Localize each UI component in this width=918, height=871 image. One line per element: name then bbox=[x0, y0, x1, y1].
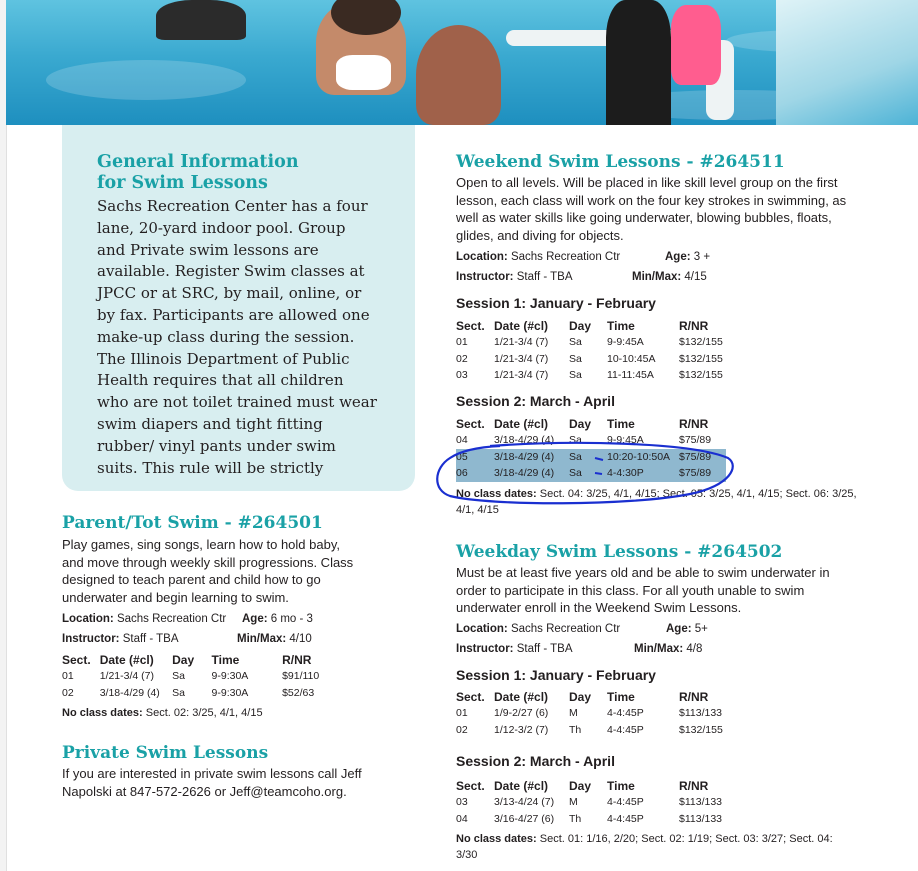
table-row bbox=[456, 811, 726, 828]
table-cell: 03 bbox=[456, 796, 468, 809]
table-cell: $91/110 bbox=[282, 670, 320, 683]
table-cell: 03 bbox=[456, 369, 468, 382]
table-cell: Th bbox=[569, 723, 582, 736]
table-cell: 3/18-4/29 (4) bbox=[494, 465, 569, 482]
table-header-cell: R/NR bbox=[679, 318, 709, 333]
table-header-row bbox=[62, 651, 322, 668]
table-cell: 01 bbox=[456, 336, 468, 349]
table-header-cell: Date (#cl) bbox=[99, 652, 154, 667]
table-header-cell: Time bbox=[607, 416, 635, 431]
table-cell: $113/133 bbox=[679, 796, 723, 809]
private-swim-description: If you are interested in private swim lessons call Jeff Napolski at 847-572-2626 or Jeff@teamcoho.org. bbox=[62, 766, 362, 799]
table-cell: 10:20-10:50A bbox=[607, 449, 679, 466]
table-header-cell: Day bbox=[569, 318, 592, 333]
table-cell: 11-11:45A bbox=[607, 369, 654, 382]
table-header-cell: Day bbox=[569, 778, 592, 793]
table-cell: Sa bbox=[569, 352, 582, 365]
table-cell: 1/12-3/2 (7) bbox=[494, 723, 549, 736]
table-cell: 01 bbox=[62, 670, 74, 683]
table-cell: 9-9:45A bbox=[607, 336, 644, 349]
table-row bbox=[456, 705, 726, 722]
parent-tot-title: Parent/Tot Swim - #264501 bbox=[62, 513, 323, 533]
table-cell: $113/133 bbox=[679, 707, 723, 720]
weekday-no-class-dates: No class dates: Sect. 01: 1/16, 2/20; Sect. 02: 1/19; Sect. 03: 3/27; Sect. 04: 3/30 bbox=[456, 833, 833, 861]
table-cell: 4-4:45P bbox=[607, 723, 644, 736]
table-row bbox=[456, 794, 726, 811]
weekend-session2-title: Session 2: March - April bbox=[456, 393, 615, 409]
table-header-cell: Sect. bbox=[456, 416, 485, 431]
general-info-body: Sachs Recreation Center has a four lane, 20-yard indoor pool. Group and Private swim lessons are available. Register Swim classes at JPCC or at SRC, by mail, online, or by fax. Participants are allowed one make-up class during the session. The Illinois Department of Public Health requires that all children who are not toilet trained must wear swim diapers and tight fitting rubber/ vinyl pants under swim suits. This rule will be strictly bbox=[97, 197, 377, 477]
table-cell: $132/155 bbox=[679, 369, 723, 382]
table-header-cell: Time bbox=[607, 689, 635, 704]
table-cell: 3/16-4/27 (6) bbox=[494, 812, 555, 825]
table-cell: Sa bbox=[569, 369, 582, 382]
weekend-no-class-dates: No class dates: Sect. 04: 3/25, 4/1, 4/15; Sect. 05: 3/25, 4/1, 4/15; Sect. 06: 3/25, 4/1, 4/15 bbox=[456, 488, 857, 516]
table-cell: 3/13-4/24 (7) bbox=[494, 796, 555, 809]
table-cell: $75/89 bbox=[679, 449, 726, 466]
table-cell: Sa bbox=[569, 434, 582, 447]
table-cell: Th bbox=[569, 812, 582, 825]
weekend-title: Weekend Swim Lessons - #264511 bbox=[456, 152, 785, 172]
table-header-cell: Day bbox=[569, 416, 592, 431]
table-cell: $52/63 bbox=[282, 686, 315, 699]
table-cell: $75/89 bbox=[679, 465, 726, 482]
table-cell: Sa bbox=[569, 336, 582, 349]
table-cell: 4-4:45P bbox=[607, 812, 644, 825]
table-cell: 05 bbox=[456, 449, 494, 466]
weekend-instructor-row: Instructor: Staff - TBA Min/Max: 4/15 bbox=[456, 271, 707, 283]
table-cell: 06 bbox=[456, 465, 494, 482]
table-row bbox=[62, 668, 322, 685]
table-header-cell: Sect. bbox=[456, 778, 485, 793]
table-cell: 1/21-3/4 (7) bbox=[494, 352, 549, 365]
table-cell: 1/21-3/4 (7) bbox=[494, 336, 549, 349]
table-header-row bbox=[456, 688, 726, 705]
table-cell: 9-9:30A bbox=[211, 670, 249, 683]
general-info-title: General Information for Swim Lessons bbox=[97, 152, 299, 193]
table-cell: 1/9-2/27 (6) bbox=[494, 707, 549, 720]
table-cell: 4-4:45P bbox=[607, 707, 644, 720]
table-cell: 02 bbox=[456, 723, 468, 736]
table-header-cell: Date (#cl) bbox=[494, 778, 549, 793]
table-cell: 10-10:45A bbox=[607, 352, 656, 365]
table-cell: Sa bbox=[172, 670, 185, 683]
table-cell: 3/18-4/29 (4) bbox=[494, 434, 555, 447]
parent-tot-schedule-table bbox=[62, 651, 322, 701]
table-header-cell: Date (#cl) bbox=[494, 318, 549, 333]
weekend-session1-table bbox=[456, 317, 726, 384]
table-header-row bbox=[456, 317, 726, 334]
table-cell: 04 bbox=[456, 434, 468, 447]
table-cell: 4-4:45P bbox=[607, 796, 644, 809]
table-cell: M bbox=[569, 796, 578, 809]
table-header-cell: Day bbox=[172, 652, 195, 667]
weekend-description: Open to all levels. Will be placed in like skill level group on the first lesson, each class will work on the four key strokes in swimming, as well as water skills like going underwater, blowing bubbles, floats, glides, and diving for objects. bbox=[456, 175, 847, 243]
table-header-cell: R/NR bbox=[679, 778, 709, 793]
table-cell: 9-9:30A bbox=[211, 686, 249, 699]
weekday-title: Weekday Swim Lessons - #264502 bbox=[456, 542, 783, 562]
weekday-session1-title: Session 1: January - February bbox=[456, 667, 656, 683]
weekend-session1-title: Session 1: January - February bbox=[456, 295, 656, 311]
table-header-cell: R/NR bbox=[679, 416, 709, 431]
table-header-cell: Sect. bbox=[62, 652, 91, 667]
table-header-cell: Date (#cl) bbox=[494, 416, 549, 431]
private-swim-title: Private Swim Lessons bbox=[62, 743, 269, 763]
weekday-location-row: Location: Sachs Recreation Ctr Age: 5+ bbox=[456, 623, 708, 635]
table-header-cell: Day bbox=[569, 689, 592, 704]
page-edge bbox=[0, 0, 7, 871]
weekday-description: Must be at least five years old and be able to swim underwater in order to participate in this class. For all youth unable to swim underwater enroll in the Weekend Swim Lessons. bbox=[456, 565, 830, 615]
table-cell: $113/133 bbox=[679, 812, 723, 825]
table-row bbox=[456, 334, 726, 351]
table-header-cell: Time bbox=[607, 318, 635, 333]
pool-photo bbox=[6, 0, 918, 125]
general-info-box bbox=[62, 125, 415, 491]
table-header-cell: Sect. bbox=[456, 689, 485, 704]
table-cell: 4-4:30P bbox=[607, 465, 679, 482]
table-row bbox=[62, 685, 322, 702]
table-header-cell: R/NR bbox=[282, 652, 312, 667]
table-cell: 04 bbox=[456, 812, 468, 825]
parent-tot-no-class-dates: No class dates: Sect. 02: 3/25, 4/1, 4/15 bbox=[62, 707, 263, 719]
table-cell: 9-9:45A bbox=[607, 434, 644, 447]
weekday-session2-title: Session 2: March - April bbox=[456, 753, 615, 769]
table-cell: M bbox=[569, 707, 578, 720]
table-cell: $132/155 bbox=[679, 723, 723, 736]
table-row bbox=[456, 367, 726, 384]
table-cell: 01 bbox=[456, 707, 468, 720]
table-header-cell: R/NR bbox=[679, 689, 709, 704]
weekend-location-row: Location: Sachs Recreation Ctr Age: 3 + bbox=[456, 251, 711, 263]
table-cell: 1/21-3/4 (7) bbox=[99, 670, 154, 683]
table-cell: $132/155 bbox=[679, 352, 723, 365]
table-row bbox=[456, 351, 726, 368]
weekday-instructor-row: Instructor: Staff - TBA Min/Max: 4/8 bbox=[456, 643, 703, 655]
weekday-session2-table bbox=[456, 777, 726, 827]
handwritten-circle-annotation bbox=[430, 438, 740, 513]
table-cell: Sa bbox=[569, 449, 607, 466]
table-cell: 02 bbox=[456, 352, 468, 365]
table-cell: Sa bbox=[569, 465, 607, 482]
table-cell: 3/18-4/29 (4) bbox=[99, 686, 160, 699]
table-header-cell: Time bbox=[211, 652, 240, 667]
parent-tot-description: Play games, sing songs, learn how to hold baby, and move through weekly skill progressions. Class designed to teach parent and child how to go underwater and begin learning to swim. bbox=[62, 537, 354, 605]
parent-tot-location-row: Location: Sachs Recreation Ctr Age: 6 mo - 3 bbox=[62, 613, 313, 625]
table-cell: 3/18-4/29 (4) bbox=[494, 449, 569, 466]
table-header-cell: Date (#cl) bbox=[494, 689, 549, 704]
parent-tot-instructor-row: Instructor: Staff - TBA Min/Max: 4/10 bbox=[62, 633, 312, 645]
table-header-cell: Sect. bbox=[456, 318, 485, 333]
weekday-session1-table bbox=[456, 688, 726, 738]
table-header-cell: Time bbox=[607, 778, 635, 793]
table-cell: 02 bbox=[62, 686, 74, 699]
table-cell: 1/21-3/4 (7) bbox=[494, 369, 549, 382]
table-header-row bbox=[456, 777, 726, 794]
table-cell: $75/89 bbox=[679, 434, 712, 447]
table-header-row bbox=[456, 415, 726, 432]
table-cell: Sa bbox=[172, 686, 185, 699]
table-cell: $132/155 bbox=[679, 336, 723, 349]
table-row bbox=[456, 722, 726, 739]
